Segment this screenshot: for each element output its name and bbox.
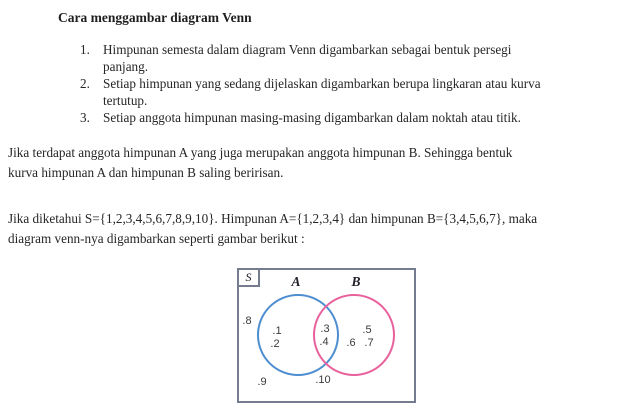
paragraph-line: diagram venn-nya digambarkan seperti gambar berikut : <box>8 230 305 246</box>
venn-point-4: .4 <box>319 336 329 348</box>
paragraph-line: Jika diketahui S={1,2,3,4,5,6,7,8,9,10}. Himpunan A={1,2,3,4} dan himpunan B={3,4,5,6,7}, maka <box>8 211 538 226</box>
paragraph-intersection <box>8 143 628 182</box>
set-b-circle <box>313 294 395 376</box>
venn-diagram-universe-frame <box>237 268 416 403</box>
list-item-number: 3. <box>80 110 90 125</box>
list-item <box>80 109 610 126</box>
universe-label-box <box>239 270 260 287</box>
doc-title: Cara menggambar diagram Venn <box>58 10 252 25</box>
paragraph-line: kurva himpunan A dan himpunan B saling beririsan. <box>8 164 284 180</box>
list-item-line: panjang. <box>103 59 149 74</box>
set-b-label: B <box>351 274 361 289</box>
venn-point-6: .6 <box>346 337 356 349</box>
list-item-text <box>103 41 610 75</box>
list-item-number: 2. <box>80 76 90 91</box>
venn-point-3: .3 <box>320 323 330 335</box>
list-item-line: Himpunan semesta dalam diagram Venn digambarkan sebagai bentuk persegi <box>103 42 512 57</box>
paragraph-example <box>8 209 628 248</box>
venn-point-8: .8 <box>242 315 252 327</box>
paragraph-line: Jika terdapat anggota himpunan A yang juga merupakan anggota himpunan B. Sehingga bentuk <box>8 145 513 160</box>
venn-point-7: .7 <box>364 337 374 349</box>
list-item-line: Setiap anggota himpunan masing-masing digambarkan dalam noktah atau titik. <box>103 110 521 125</box>
list-item <box>80 75 610 109</box>
list-item-line: Setiap himpunan yang sedang dijelaskan digambarkan berupa lingkaran atau kurva <box>103 76 541 91</box>
set-a-label: A <box>291 274 301 289</box>
venn-point-2: .2 <box>270 338 280 350</box>
universe-label: S <box>245 270 252 284</box>
list-item-text <box>103 109 610 126</box>
numbered-list <box>80 41 610 126</box>
venn-point-10: .10 <box>315 374 331 386</box>
list-item-line: tertutup. <box>103 93 148 108</box>
list-item-number: 1. <box>80 42 90 57</box>
venn-point-5: .5 <box>362 324 372 336</box>
list-item <box>80 41 610 75</box>
list-item-text <box>103 75 610 109</box>
venn-point-9: .9 <box>257 376 267 388</box>
venn-point-1: .1 <box>272 325 282 337</box>
